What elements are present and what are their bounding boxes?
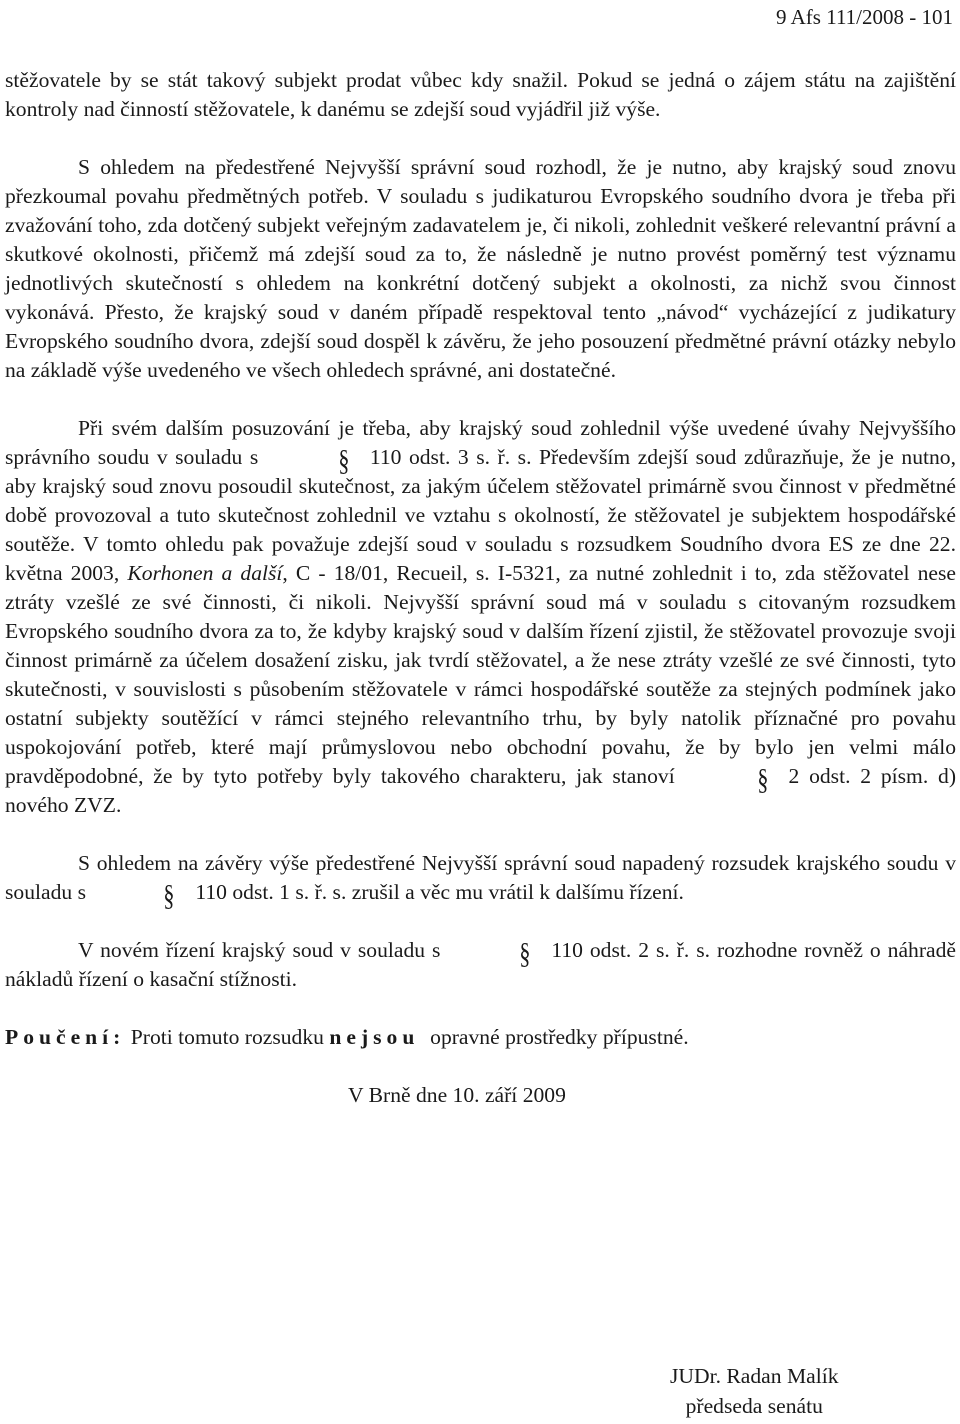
case-name: Korhonen a další (127, 561, 283, 585)
section-sign-icon: § (163, 879, 175, 912)
section-sign-icon: § (756, 763, 768, 796)
instruction-label: Poučení: (5, 1025, 126, 1049)
instruction-emphasis: nejsou (329, 1025, 420, 1049)
section-sign-icon: § (519, 937, 531, 970)
legal-instruction: Poučení: Proti tomuto rozsudku nejsou opravné prostředky přípustné. (5, 1025, 689, 1049)
signature-block (670, 1361, 839, 1421)
paragraph-2: S ohledem na předestřené Nejvyšší správní soud rozhodl, že je nutno, aby krajský soud znovu přezkoumal povahu předmětných potřeb. V souladu s judikaturou Evropského soudního dvora je třeba při zvažování toho, zda dotčený subjekt veřejným zadavatelem je, či nikoli, zohlednit veškeré relevantní právní a skutkové okolnosti, přičemž má zdejší soud za to, že následně je nutno provést poměrný test významu jednotlivých skutečností s ohledem na konkrétní dotčený subjekt a okolnosti, za nichž svou činnost vykonává. Přesto, že krajský soud v daném případě respektoval tento „návod“ vycházející z judikatury Evropského soudního dvora, zdejší soud dospěl k závěru, že jeho posouzení předmětné právní otázky nebylo na základě výše uvedeného ve všech ohledech správné, ani dostatečné. (5, 155, 956, 382)
judge-name: JUDr. Radan Malík (670, 1364, 839, 1388)
paragraph-5: V novém řízení krajský soud v souladu s § 110 odst. 2 s. ř. s. rozhodne rovněž o náhradě nákladů řízení o kasační stížnosti. (5, 937, 956, 991)
case-reference: 9 Afs 111/2008 - 101 (776, 5, 953, 29)
paragraph-4: S ohledem na závěry výše předestřené Nejvyšší správní soud napadený rozsudek krajského soudu v souladu s § 110 odst. 1 s. ř. s. zrušil a věc mu vrátil k dalšímu řízení. (5, 851, 956, 912)
judge-role: předseda senátu (685, 1394, 823, 1418)
document-body (5, 66, 956, 1110)
section-sign-icon: § (338, 444, 350, 477)
paragraph-1: stěžovatele by se stát takový subjekt prodat vůbec kdy snažil. Pokud se jedná o zájem státu na zajištění kontroly nad činností stěžovatele, k danému se zdejší soud vyjádřil již výše. (5, 68, 956, 121)
paragraph-3: Při svém dalším posuzování je třeba, aby krajský soud zohlednil výše uvedené úvahy Nejvyššího správního soudu v souladu s § 110 odst. 3 s. ř. s. Především zdejší soud zdůrazňuje, že je nutno, aby krajský soud znovu posoudil skutečnost, za jakým účelem stěžovatel primárně svou činnost v předmětné době provozoval a tuto skutečnost zohlednil ve vztahu s okolností, že stěžovatel je subjektem hospodářské soutěže. V tomto ohledu pak považuje zdejší soud v souladu s rozsudkem Soudního dvora ES ze dne 22. května 2003, Korhonen a další, C - 18/01, Recueil, s. I-5321, za nutné zohlednit i to, zda stěžovatel nese ztráty vzešlé ze své činnosti, či nikoli. Nejvyšší správní soud má v souladu s citovaným rozsudkem Evropského soudního dvora za to, že kdyby krajský soud v dalším řízení zjistil, že stěžovatel provozuje svoji činnost primárně za účelem dosažení zisku, jak tvrdí stěžovatel, a že nese ztráty vzešlé ze své činnosti, tyto skutečnosti, v souvislosti s působením stěžovatele v rámci hospodářské soutěže za stejných podmínek jako ostatní subjekty soutěžící v rámci stejného relevantního trhu, by byly natolik příznačné pro povahu uspokojování potřeb, které mají průmyslovou nebo obchodní povahu, že by bylo jen velmi málo pravděpodobné, že by tyto potřeby byly takového charakteru, jak stanoví § 2 odst. 2 písm. d) nového ZVZ. (5, 416, 957, 817)
place-date: V Brně dne 10. září 2009 (348, 1083, 566, 1107)
